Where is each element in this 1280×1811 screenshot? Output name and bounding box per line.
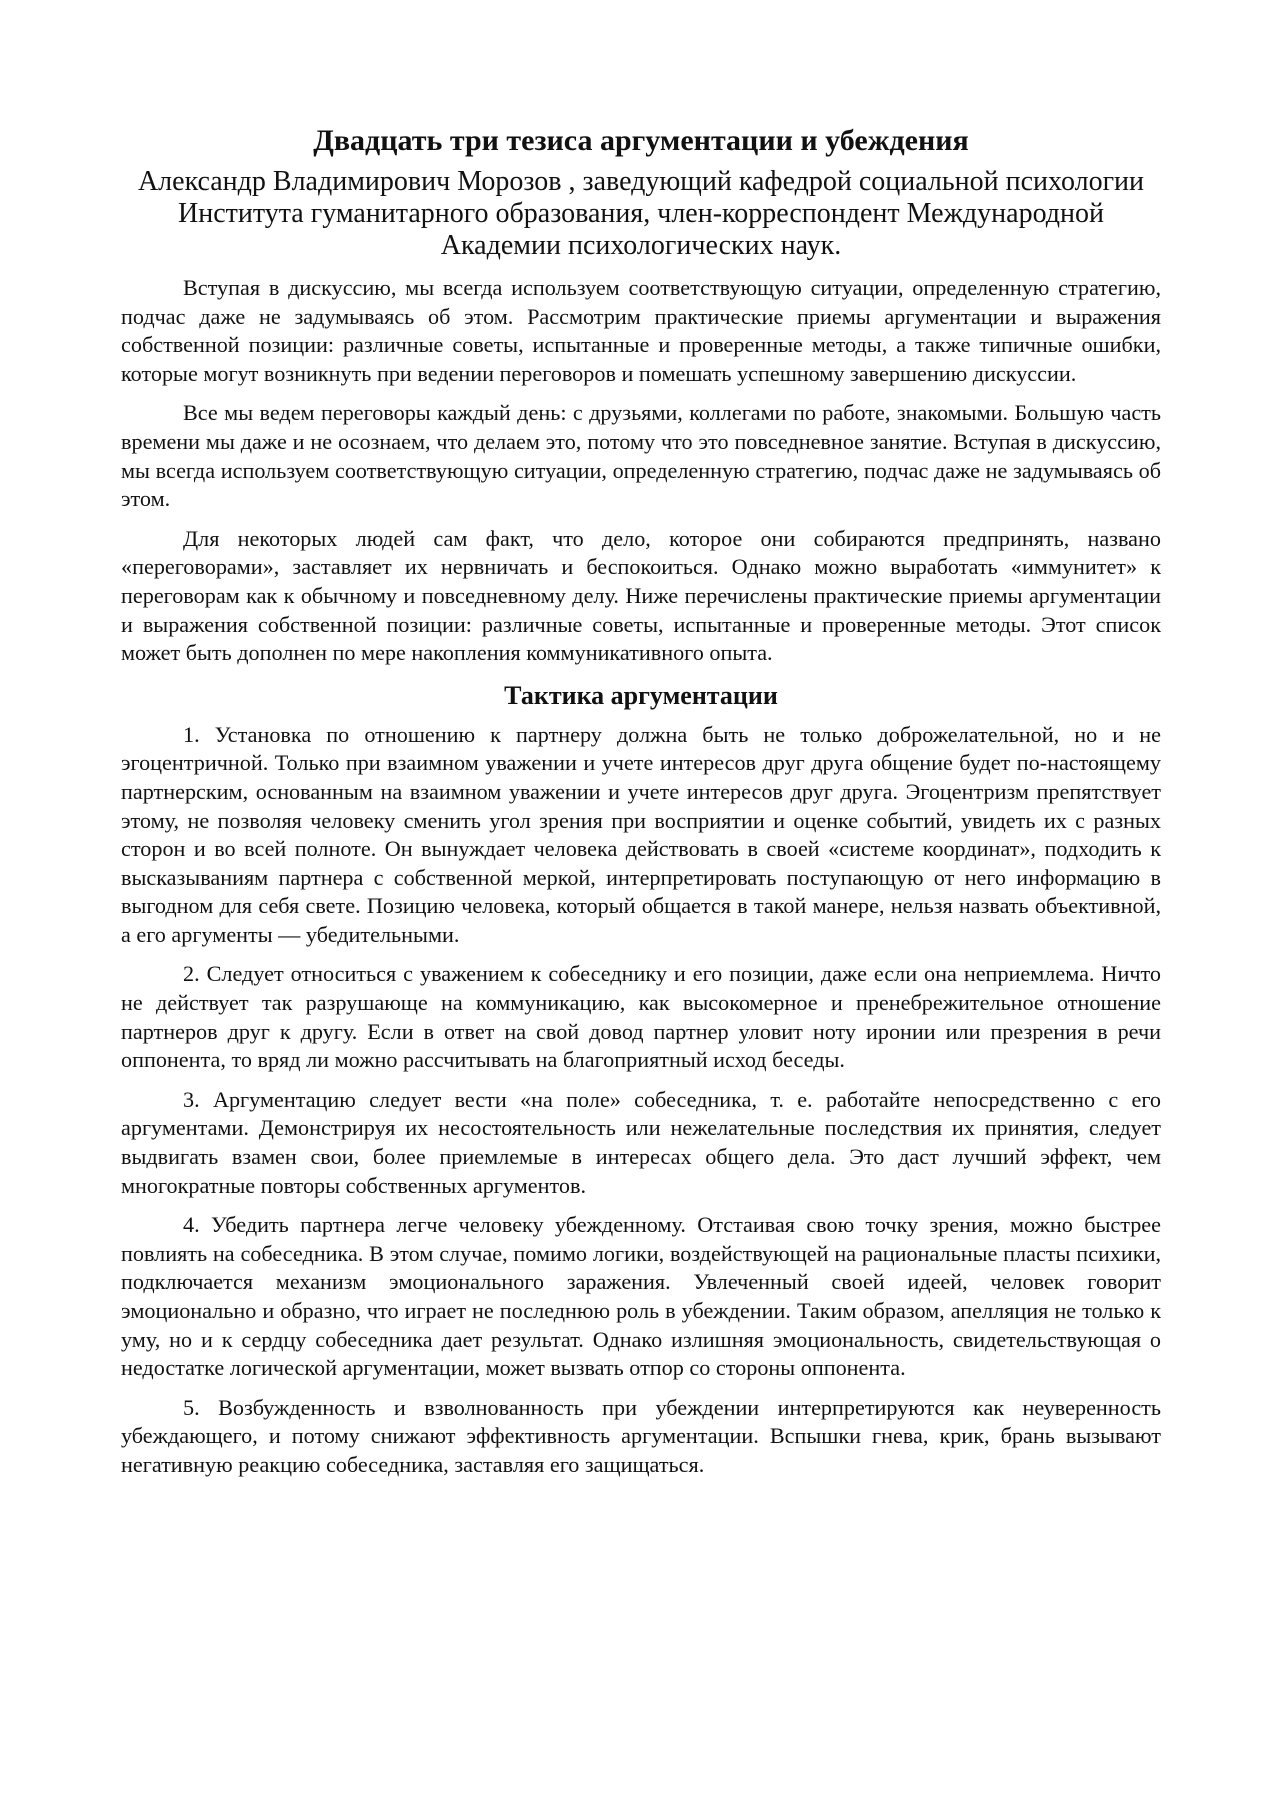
section-heading: Тактика аргументации <box>504 680 778 710</box>
thesis-paragraph-4: 4. Убедить партнера легче человеку убежденному. Отстаивая свою точку зрения, можно быстрее повлиять на собеседника. В этом случае, помимо логики, воздействующей на рациональные пласты психики, подключается механизм эмоционального заражения. Увлеченный своей идеей, человек говорит эмоционально и образно, что играет не последнюю роль в убеждении. Таким образом, апелляция не только к уму, но и к сердцу собеседника дает результат. Однако излишняя эмоциональность, свидетельствующая о недостатке логической аргументации, может вызвать отпор со стороны оппонента. <box>121 1212 1161 1381</box>
thesis-paragraph-5: 5. Возбужденность и взволнованность при убеждении интерпретируются как неуверенность убеждающего, и потому снижают эффективность аргументации. Вспышки гнева, крик, брань вызывают негативную реакцию собеседника, заставляя его защищаться. <box>121 1394 1161 1477</box>
thesis-paragraph-1: 1. Установка по отношению к партнеру должна быть не только доброжелательной, но и не эгоцентричной. Только при взаимном уважении и учете интересов друг друга общение будет по-настоящему партнерским, основанным на взаимном уважении и учете интересов друг друга. Эгоцентризм препятствует этому, не позволяя человеку сменить угол зрения при восприятии и оценке событий, увидеть их с разных сторон и во всей полноте. Он вынуждает человека действовать в своей «системе координат», подходить к высказываниям партнера с собственной меркой, интерпретировать поступающую от него информацию в выгодном для себя свете. Позицию человека, который общается в такой манере, нельзя назвать объективной, а его аргументы — убедительными. <box>121 721 1161 947</box>
thesis-paragraph-2: 2. Следует относиться с уважением к собеседнику и его позиции, даже если она неприемлема. Ничто не действует так разрушающе на коммуникацию, как высокомерное и пренебрежительное отношение партнеров друг к другу. Если в ответ на свой довод партнер уловит ноту иронии или презрения в речи оппонента, то вряд ли можно рассчитывать на благоприятный исход беседы. <box>121 961 1161 1073</box>
intro-paragraph-3: Для некоторых людей сам факт, что дело, которое они собираются предпринять, названо «переговорами», заставляет их нервничать и беспокоиться. Однако можно выработать «иммунитет» к переговорам как к обычному и повседневному делу. Ниже перечислены практические приемы аргументации и выражения собственной позиции: различные советы, испытанные и проверенные методы. Этот список может быть дополнен по мере накопления коммуникативного опыта. <box>121 525 1161 666</box>
document-page <box>121 122 1161 1491</box>
intro-paragraph-1: Вступая в дискуссию, мы всегда используем соответствующую ситуации, определенную стратегию, подчас даже не задумываясь об этом. Рассмотрим практические приемы аргументации и выражения собственной позиции: различные советы, испытанные и проверенные методы, а также типичные ошибки, которые могут возникнуть при ведении переговоров и помешать успешному завершению дискуссии. <box>121 275 1161 386</box>
thesis-paragraph-3: 3. Аргументацию следует вести «на поле» собеседника, т. е. работайте непосредственно с его аргументами. Демонстрируя их несостоятельность или нежелательные последствия их принятия, следует выдвигать взамен свои, более приемлемые в интересах общего дела. Это даст лучший эффект, чем многократные повторы собственных аргументов. <box>121 1086 1161 1198</box>
intro-paragraph-2: Все мы ведем переговоры каждый день: с друзьями, коллегами по работе, знакомыми. Большую часть времени мы даже и не осознаем, что делаем это, потому что это повседневное занятие. Вступая в дискуссию, мы всегда используем соответствующую ситуации, определенную стратегию, подчас даже не задумываясь об этом. <box>121 400 1161 512</box>
author-line: Александр Владимирович Морозов , заведующий кафедрой социальной психологии Института гуманитарного образования, член-корреспондент Международной Академии психологических наук. <box>137 166 1145 261</box>
document-title: Двадцать три тезиса аргументации и убеждения <box>313 124 969 157</box>
